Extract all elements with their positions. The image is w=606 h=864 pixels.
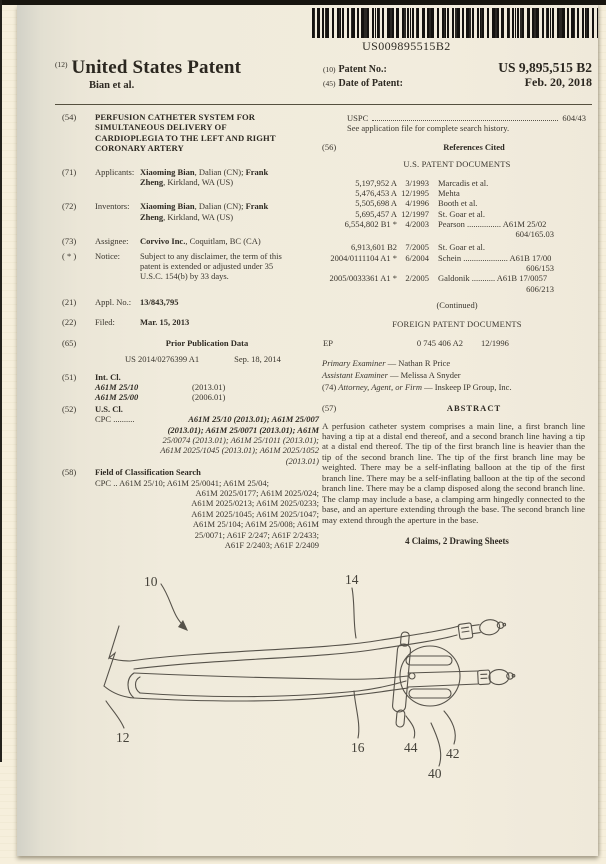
cpc-line: (2013.01) — [285, 455, 319, 466]
search-history-note: See application file for complete search history. — [347, 123, 510, 134]
page-title: United States Patent — [71, 57, 242, 78]
patent-no-row — [323, 61, 592, 76]
applicants-value: Xiaoming Bian, Dalian (CN); Frank Zheng, Kirkland, WA (US) — [140, 166, 269, 188]
field-73-assignee — [55, 236, 319, 246]
field-72-num: (72) — [62, 201, 77, 212]
clamp-bracket-upper — [406, 656, 452, 665]
cpc-line: 25/0074 (2013.01); A61M 25/1011 (2013.01); — [162, 434, 319, 445]
ink-code-45: (45) — [323, 79, 336, 88]
field-search-heading: Field of Classification Search — [95, 467, 201, 478]
reference-row: 2004/0111104 A1 * 6/2004 Schein ..................... A61B 17/00 — [330, 252, 552, 263]
uspc-label: USPC — [347, 113, 369, 123]
patent-number-block — [323, 61, 592, 90]
applicants-label: Applicants: — [95, 166, 135, 177]
scan-top-edge — [0, 0, 606, 5]
scan-left-edge — [0, 0, 2, 762]
cpc-search-line: A61M 25/104; A61M 25/008; A61M — [192, 519, 319, 530]
primary-examiner-line: Primary Examiner — Nathan R Price — [322, 358, 451, 369]
abstract-heading: ABSTRACT — [446, 403, 502, 414]
ref-numeral-12: 12 — [116, 730, 130, 745]
reference-row: 2005/0033361 A1 * 2/2005 Galdonik ........... A61B 17/0057 — [329, 273, 548, 284]
ink-code-10: (10) — [323, 65, 336, 74]
field-21-appl-no — [55, 297, 319, 307]
cpc-search-line: CPC .. A61M 25/10; A61M 25/0041; A61M 25/04; — [95, 477, 270, 488]
claims-drawing-sheets-line: 4 Claims, 2 Drawing Sheets — [405, 536, 509, 547]
notice-label: Notice: — [95, 250, 121, 261]
publication-number: US 2014/0276399 A1 — [125, 354, 200, 365]
us-cl-heading: U.S. Cl. — [95, 403, 123, 414]
field-71-num: (71) — [62, 166, 77, 177]
ink-code-12: (12) — [55, 60, 68, 69]
publication-date: Sep. 18, 2014 — [234, 354, 281, 365]
field-65-prior-publication — [55, 338, 319, 365]
clamp-bracket-lower — [409, 689, 451, 698]
field-57-num: (57) — [322, 403, 337, 414]
ref-numeral-40: 40 — [428, 766, 442, 781]
ref-numeral-44: 44 — [404, 740, 418, 755]
second-branch-line — [134, 673, 408, 679]
field-56-references — [322, 142, 592, 152]
first-branch-tip — [458, 618, 507, 640]
document-header — [55, 57, 241, 91]
reference-row: 5,476,453 A 12/1995 Mehta — [355, 187, 460, 198]
barcode-image — [312, 8, 598, 38]
us-patent-documents-heading: U.S. PATENT DOCUMENTS — [403, 159, 511, 170]
field-72-inventors — [55, 201, 319, 222]
prior-publication-block — [95, 338, 319, 365]
prior-publication-row — [95, 354, 319, 364]
field-51-num: (51) — [62, 371, 77, 382]
clamp-pivot — [409, 673, 415, 679]
field-22-num: (22) — [62, 317, 77, 328]
ref-numeral-10: 10 — [144, 574, 158, 589]
abstract-text: A perfusion catheter system comprises a main line, a first branch line having a tip at a distal end thereof, and a second branch line having a tip at a distal end thereof. The tip of the first branch line is heavier than the tip of the second branch line. The tip of the first branch line may be weighted. There may be a self-inflating balloon at the tip of the first branch line. There may be a self-inflating balloon at the tip of the second branch line. There may be a clamp disposed along the second branch line. The clamp may include a base, a clamping arm hingedly connected to the base, and an aperture extending through the base. The second branch line may extend through the aperture in the base. — [322, 420, 585, 525]
reference-class-continuation: 604/165.03 — [515, 229, 554, 240]
field-73-num: (73) — [62, 236, 77, 247]
inventors-value: Xiaoming Bian, Dalian (CN); Frank Zheng, Kirkland, WA (US) — [140, 201, 269, 222]
field-52-us-cl — [55, 404, 319, 466]
break-mark — [104, 626, 119, 686]
int-cl-heading: Int. Cl. — [95, 371, 121, 382]
field-notice — [55, 251, 319, 282]
ref-numeral-42: 42 — [446, 746, 460, 761]
appl-no-label: Appl. No.: — [95, 296, 132, 307]
date-of-patent-row — [323, 76, 592, 90]
appl-no-value: 13/843,795 — [140, 296, 179, 307]
foreign-patent-row: EP 0 745 406 A2 12/1996 — [323, 337, 509, 348]
reference-row: 5,695,457 A 12/1997 St. Goar et al. — [355, 208, 485, 219]
reference-row: 6,554,802 B1 * 4/2003 Pearson ................ A61M 25/02 — [344, 218, 547, 229]
field-21-num: (21) — [62, 296, 77, 307]
int-cl-row: A61M 25/10 (2013.01) — [95, 381, 226, 392]
reference-class-continuation: 606/213 — [526, 283, 554, 294]
dotted-leader — [372, 113, 558, 121]
barcode-text: US009895515B2 — [362, 39, 451, 53]
inventors-label: Inventors: — [95, 201, 130, 212]
field-65-num: (65) — [62, 337, 77, 348]
patent-front-page — [17, 5, 598, 856]
cpc-line: (2013.01); A61M 25/0071 (2013.01); A61M — [167, 424, 319, 435]
assignee-label: Assignee: — [95, 236, 129, 247]
uspc-value: 604/43 — [562, 113, 586, 123]
field-54-num: (54) — [62, 112, 77, 122]
date-of-patent-label: Date of Patent: — [338, 78, 403, 89]
ref-numeral-14: 14 — [345, 572, 359, 587]
patent-no-label: Patent No.: — [338, 64, 387, 75]
date-of-patent-value: Feb. 20, 2018 — [524, 75, 592, 89]
reference-row: 6,913,601 B2 7/2005 St. Goar et al. — [350, 242, 485, 253]
notice-text: Subject to any disclaimer, the term of this patent is extended or adjusted under 35 U.S.C. 154(b) by 33 days. — [140, 250, 282, 282]
int-cl-row: A61M 25/00 (2006.01) — [95, 392, 226, 403]
reference-row: 5,197,952 A 3/1993 Marcadis et al. — [355, 177, 489, 188]
ref-numeral-16: 16 — [351, 740, 365, 755]
notice-num: ( * ) — [62, 250, 77, 261]
right-column — [322, 113, 592, 546]
reference-row: 5,505,698 A 4/1996 Booth et al. — [355, 198, 478, 209]
barcode — [312, 8, 598, 54]
second-branch-tip — [478, 669, 516, 686]
invention-title: PERFUSION CATHETER SYSTEM FOR SIMULTANEOUS DELIVERY OF CARDIOPLEGIA TO THE LEFT AND RIGHT CORONARY ARTERY — [95, 112, 276, 154]
field-54-title — [55, 112, 319, 154]
header-divider-rule — [55, 104, 592, 105]
field-71-applicants — [55, 167, 319, 188]
continued-note: (Continued) — [436, 299, 478, 310]
cpc-search-line: A61F 2/2403; A61F 2/2409 — [224, 540, 319, 550]
foreign-patent-documents-heading: FOREIGN PATENT DOCUMENTS — [392, 319, 522, 330]
int-cl-block — [95, 372, 319, 382]
filed-label: Filed: — [95, 317, 115, 328]
cpc-search-line: A61M 2025/0177; A61M 2025/024; — [195, 487, 319, 498]
cpc-line: A61M 2025/1045 (2013.01); A61M 2025/1052 — [160, 445, 319, 456]
uspc-line — [322, 113, 592, 123]
attorney-line: (74) Attorney, Agent, or Firm — Inskeep IP Group, Inc. — [322, 382, 512, 393]
patent-no-value: US 9,895,515 B2 — [498, 60, 592, 75]
cpc-search-line: A61M 2025/0213; A61M 2025/0233; — [191, 498, 319, 509]
field-56-num: (56) — [322, 141, 337, 152]
assistant-examiner-line: Assistant Examiner — Melissa A Snyder — [322, 370, 461, 381]
reference-class-continuation: 606/153 — [526, 263, 554, 273]
left-column — [55, 112, 319, 550]
cpc-search-line: 25/0071; A61F 2/247; A61F 2/2433; — [194, 529, 319, 540]
assignee-value: Corvivo Inc., Coquitlam, BC (CA) — [140, 236, 261, 247]
field-52-num: (52) — [62, 403, 77, 414]
patent-drawing-figure — [40, 570, 600, 828]
filed-value: Mar. 15, 2013 — [140, 317, 190, 328]
inventor-party: Bian et al. — [89, 80, 135, 91]
references-cited-heading: References Cited — [443, 141, 505, 152]
cpc-line: CPC .......... A61M 25/10 (2013.01); A61M 25/007 — [95, 414, 319, 425]
field-58-classification-search — [55, 467, 319, 550]
prior-publication-heading: Prior Publication Data — [165, 337, 249, 348]
field-22-filed — [55, 317, 319, 327]
field-57-abstract — [322, 403, 592, 413]
field-58-num: (58) — [62, 467, 77, 478]
cpc-search-line: A61M 2025/1045; A61M 2025/1047; — [191, 508, 319, 519]
field-51-int-cl — [55, 372, 319, 403]
